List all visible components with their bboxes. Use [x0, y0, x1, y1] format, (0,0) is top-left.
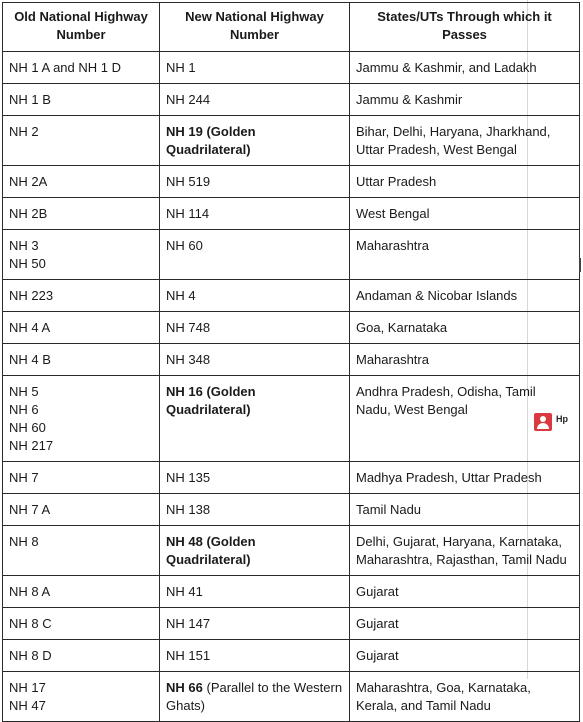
- new-number-text: NH 19 (Golden Quadrilateral): [166, 124, 256, 157]
- cell-new-number: [160, 608, 350, 640]
- table-row: [3, 672, 580, 722]
- table-row: [3, 526, 580, 576]
- cell-new-number: [160, 198, 350, 230]
- cell-old-number: [3, 230, 160, 280]
- cell-states: Goa, Karnataka: [350, 312, 580, 344]
- table-row: [3, 280, 580, 312]
- new-number-text: NH 60: [166, 238, 203, 253]
- old-number-line: NH 1 A and NH 1 D: [9, 60, 121, 75]
- old-number-line: NH 2B: [9, 206, 48, 221]
- new-number-text: NH 151: [166, 648, 211, 663]
- new-number-text: NH 348: [166, 352, 211, 367]
- table-row: [3, 376, 580, 462]
- cell-states: Maharashtra: [350, 344, 580, 376]
- table-row: [3, 166, 580, 198]
- old-number-line: NH 7 A: [9, 502, 51, 517]
- header-states: States/UTs Through which it Passes: [350, 3, 580, 52]
- cell-states: Gujarat: [350, 576, 580, 608]
- cell-states: Andaman & Nicobar Islands: [350, 280, 580, 312]
- cell-states: Bihar, Delhi, Haryana, Jharkhand, Uttar Pradesh, West Bengal: [350, 116, 580, 166]
- new-number-text: NH 135: [166, 470, 211, 485]
- old-number-line: NH 4 B: [9, 352, 51, 367]
- new-number-text: NH 48 (Golden Quadrilateral): [166, 534, 256, 567]
- new-number-text: NH 66: [166, 680, 203, 695]
- table-body: [3, 52, 580, 722]
- old-number-line: NH 8: [9, 534, 39, 549]
- old-number-line: NH 1 B: [9, 92, 51, 107]
- cell-states: Delhi, Gujarat, Haryana, Karnataka, Maharashtra, Rajasthan, Tamil Nadu: [350, 526, 580, 576]
- cell-old-number: [3, 640, 160, 672]
- cell-old-number: [3, 52, 160, 84]
- old-number-line: NH 4 A: [9, 320, 51, 335]
- cell-old-number: [3, 608, 160, 640]
- old-number-line: NH 8 D: [9, 648, 52, 663]
- old-number-line: NH 7: [9, 470, 39, 485]
- cell-new-number: [160, 84, 350, 116]
- cell-new-number: [160, 494, 350, 526]
- table-row: [3, 640, 580, 672]
- cell-old-number: [3, 576, 160, 608]
- cell-new-number: [160, 462, 350, 494]
- cell-old-number: [3, 280, 160, 312]
- table-row: [3, 52, 580, 84]
- old-number-line: NH 223: [9, 288, 54, 303]
- table-row: [3, 312, 580, 344]
- cell-new-number: [160, 116, 350, 166]
- cell-old-number: [3, 672, 160, 722]
- annotation-label: Hp: [556, 414, 568, 424]
- old-number-line: NH 47: [9, 698, 46, 713]
- old-number-line: NH 5: [9, 384, 39, 399]
- header-new-number: New National Highway Number: [160, 3, 350, 52]
- table-row: [3, 230, 580, 280]
- cell-states: Madhya Pradesh, Uttar Pradesh: [350, 462, 580, 494]
- cell-states: Maharashtra, Goa, Karnataka, Kerala, and Tamil Nadu: [350, 672, 580, 722]
- cell-old-number: [3, 494, 160, 526]
- new-number-text: NH 114: [166, 206, 210, 221]
- cell-states: Andhra Pradesh, Odisha, Tamil Nadu, West Bengal: [350, 376, 580, 462]
- new-number-text: NH 748: [166, 320, 211, 335]
- table-row: [3, 198, 580, 230]
- new-number-text: NH 519: [166, 174, 211, 189]
- cell-states: Uttar Pradesh: [350, 166, 580, 198]
- cell-old-number: [3, 198, 160, 230]
- table-row: [3, 494, 580, 526]
- table-row: [3, 608, 580, 640]
- cell-new-number: [160, 230, 350, 280]
- table-row: [3, 84, 580, 116]
- cell-old-number: [3, 166, 160, 198]
- cell-old-number: [3, 312, 160, 344]
- cell-new-number: [160, 526, 350, 576]
- cell-old-number: [3, 376, 160, 462]
- cell-new-number: [160, 672, 350, 722]
- cell-new-number: [160, 576, 350, 608]
- cell-states: Tamil Nadu: [350, 494, 580, 526]
- table-row: [3, 344, 580, 376]
- cell-new-number: [160, 52, 350, 84]
- comment-annotation[interactable]: [534, 413, 568, 431]
- header-old-number: Old National Highway Number: [3, 3, 160, 52]
- new-number-text: NH 244: [166, 92, 211, 107]
- cell-old-number: [3, 462, 160, 494]
- old-number-line: NH 8 A: [9, 584, 51, 599]
- old-number-line: NH 3: [9, 238, 39, 253]
- new-number-text: NH 1: [166, 60, 196, 75]
- new-number-text: NH 16 (Golden Quadrilateral): [166, 384, 256, 417]
- header-row: [3, 3, 580, 52]
- cell-new-number: [160, 376, 350, 462]
- highway-table: [2, 2, 580, 722]
- table-row: [3, 116, 580, 166]
- old-number-line: NH 2: [9, 124, 39, 139]
- cell-new-number: [160, 640, 350, 672]
- old-number-line: NH 17: [9, 680, 46, 695]
- old-number-line: NH 2A: [9, 174, 48, 189]
- table-row: [3, 462, 580, 494]
- table-row: [3, 576, 580, 608]
- new-number-note: (Parallel to the Western Ghats): [166, 680, 343, 713]
- cell-new-number: [160, 166, 350, 198]
- cell-states: Maharashtra: [350, 230, 580, 280]
- old-number-line: NH 217: [9, 438, 54, 453]
- cell-old-number: [3, 344, 160, 376]
- cell-old-number: [3, 116, 160, 166]
- cell-states: Jammu & Kashmir: [350, 84, 580, 116]
- new-number-text: NH 138: [166, 502, 211, 517]
- cell-old-number: [3, 526, 160, 576]
- cell-states: West Bengal: [350, 198, 580, 230]
- user-avatar-icon[interactable]: [534, 413, 552, 431]
- old-number-line: NH 6: [9, 402, 39, 417]
- new-number-text: NH 41: [166, 584, 203, 599]
- cell-new-number: [160, 344, 350, 376]
- cell-states: Gujarat: [350, 608, 580, 640]
- cell-states: Jammu & Kashmir, and Ladakh: [350, 52, 580, 84]
- cell-new-number: [160, 280, 350, 312]
- cell-states: Gujarat: [350, 640, 580, 672]
- old-number-line: NH 50: [9, 256, 46, 271]
- text-cursor-mark: [579, 258, 581, 272]
- old-number-line: NH 60: [9, 420, 46, 435]
- new-number-text: NH 4: [166, 288, 196, 303]
- new-number-text: NH 147: [166, 616, 211, 631]
- cell-old-number: [3, 84, 160, 116]
- old-number-line: NH 8 C: [9, 616, 52, 631]
- cell-new-number: [160, 312, 350, 344]
